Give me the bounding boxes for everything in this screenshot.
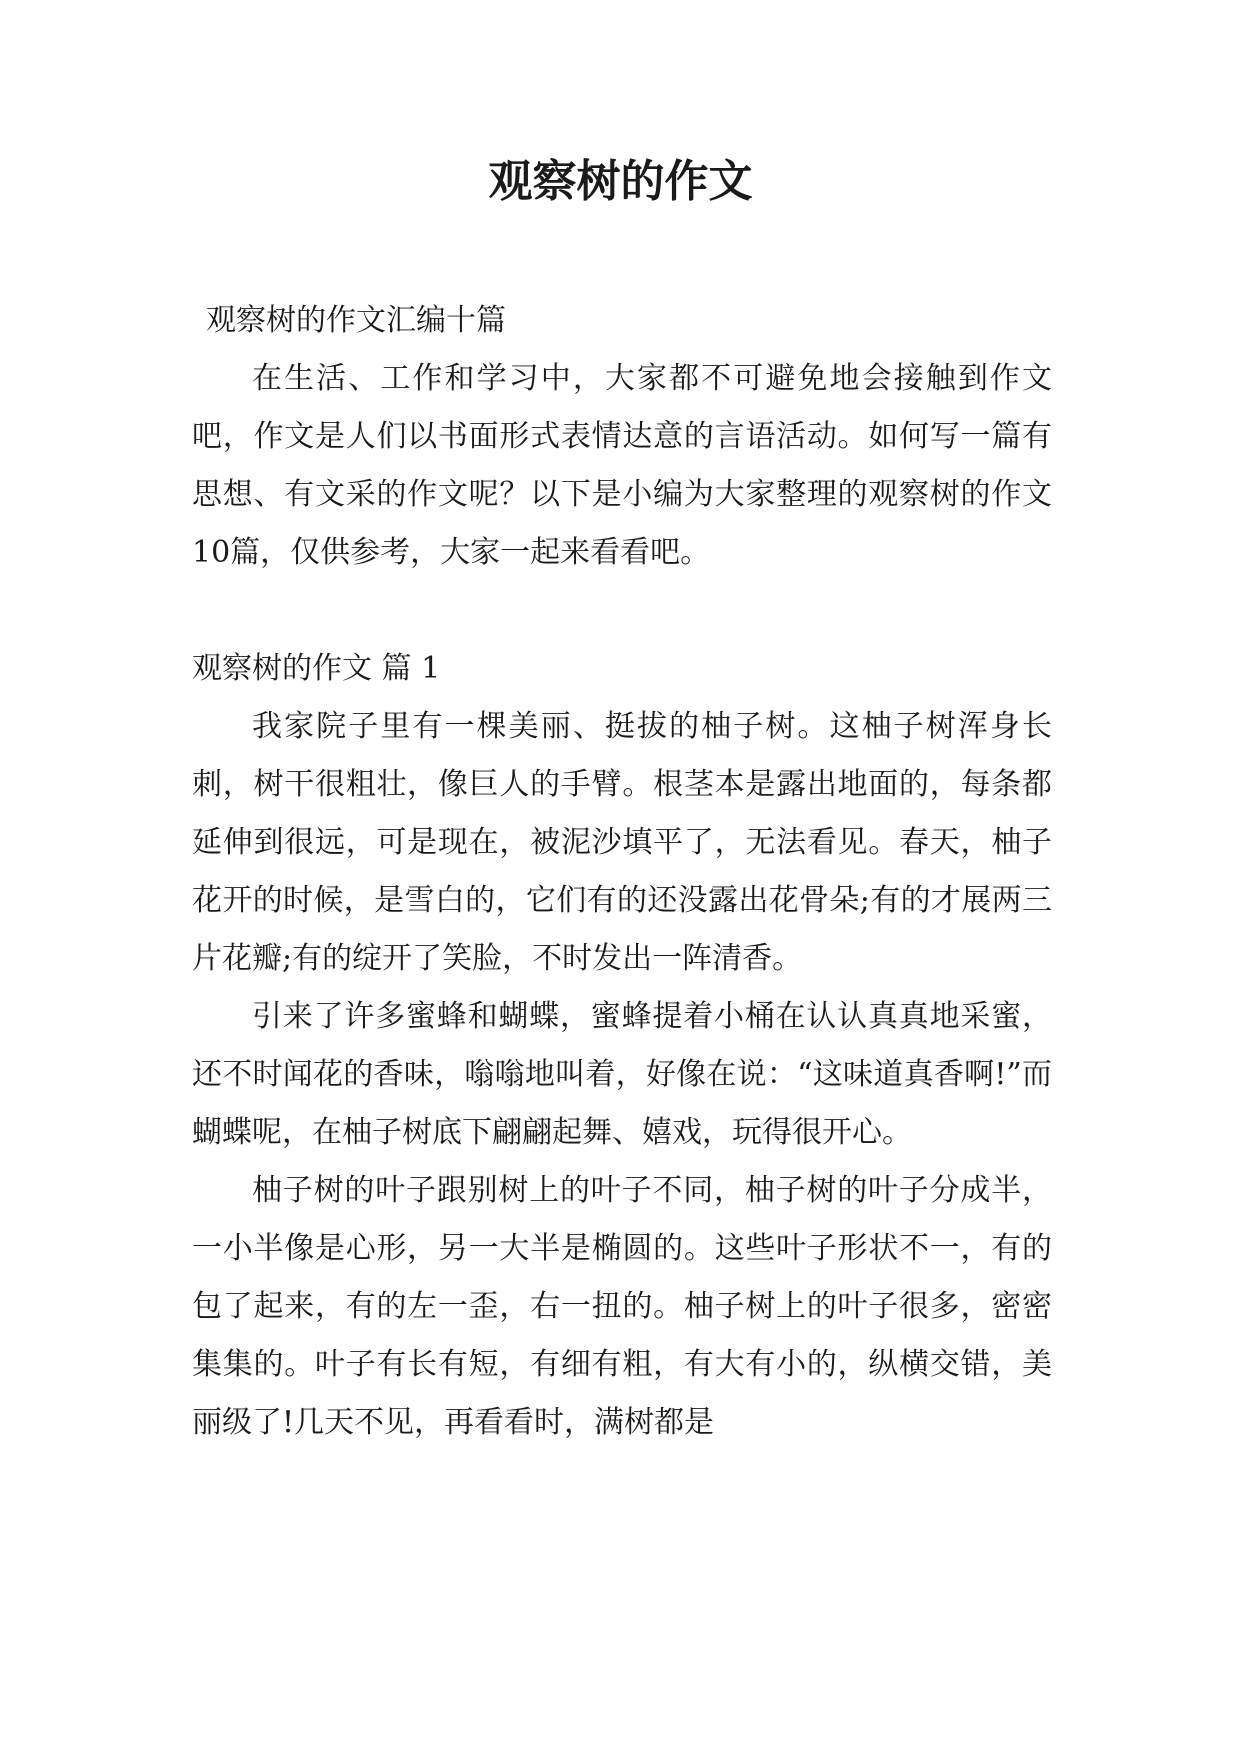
document-title: 观察树的作文 xyxy=(488,156,753,207)
document-body xyxy=(192,292,1052,1452)
intro-paragraph: 在生活、工作和学习中，大家都不可避免地会接触到作文吧，作文是人们以书面形式表情达意的言语活动。如何写一篇有思想、有文采的作文呢？以下是小编为大家整理的观察树的作文10篇，仅供参考，大家一起来看看吧。 xyxy=(192,361,1052,570)
body-paragraph: 引来了许多蜜蜂和蝴蝶，蜜蜂提着小桶在认认真真地采蜜，还不时闻花的香味，嗡嗡地叫着，好像在说：“这味道真香啊!”而蝴蝶呢，在柚子树底下翩翩起舞、嬉戏，玩得很开心。 xyxy=(192,999,1052,1150)
body-paragraph: 柚子树的叶子跟别树上的叶子不同，柚子树的叶子分成半，一小半像是心形，另一大半是椭圆的。这些叶子形状不一，有的包了起来，有的左一歪，右一扭的。柚子树上的叶子很多，密密集集的。叶子有长有短，有细有粗，有大有小的，纵横交错，美丽级了!几天不见，再看看时，满树都是 xyxy=(192,1173,1052,1440)
document-subtitle: 观察树的作文汇编十篇 xyxy=(206,303,506,338)
body-paragraph: 我家院子里有一棵美丽、挺拔的柚子树。这柚子树浑身长刺，树干很粗壮，像巨人的手臂。根茎本是露出地面的，每条都延伸到很远，可是现在，被泥沙填平了，无法看见。春天，柚子花开的时候，是雪白的，它们有的还没露出花骨朵;有的才展两三片花瓣;有的绽开了笑脸，不时发出一阵清香。 xyxy=(192,709,1052,976)
section-heading: 观察树的作文 篇 1 xyxy=(192,651,441,686)
